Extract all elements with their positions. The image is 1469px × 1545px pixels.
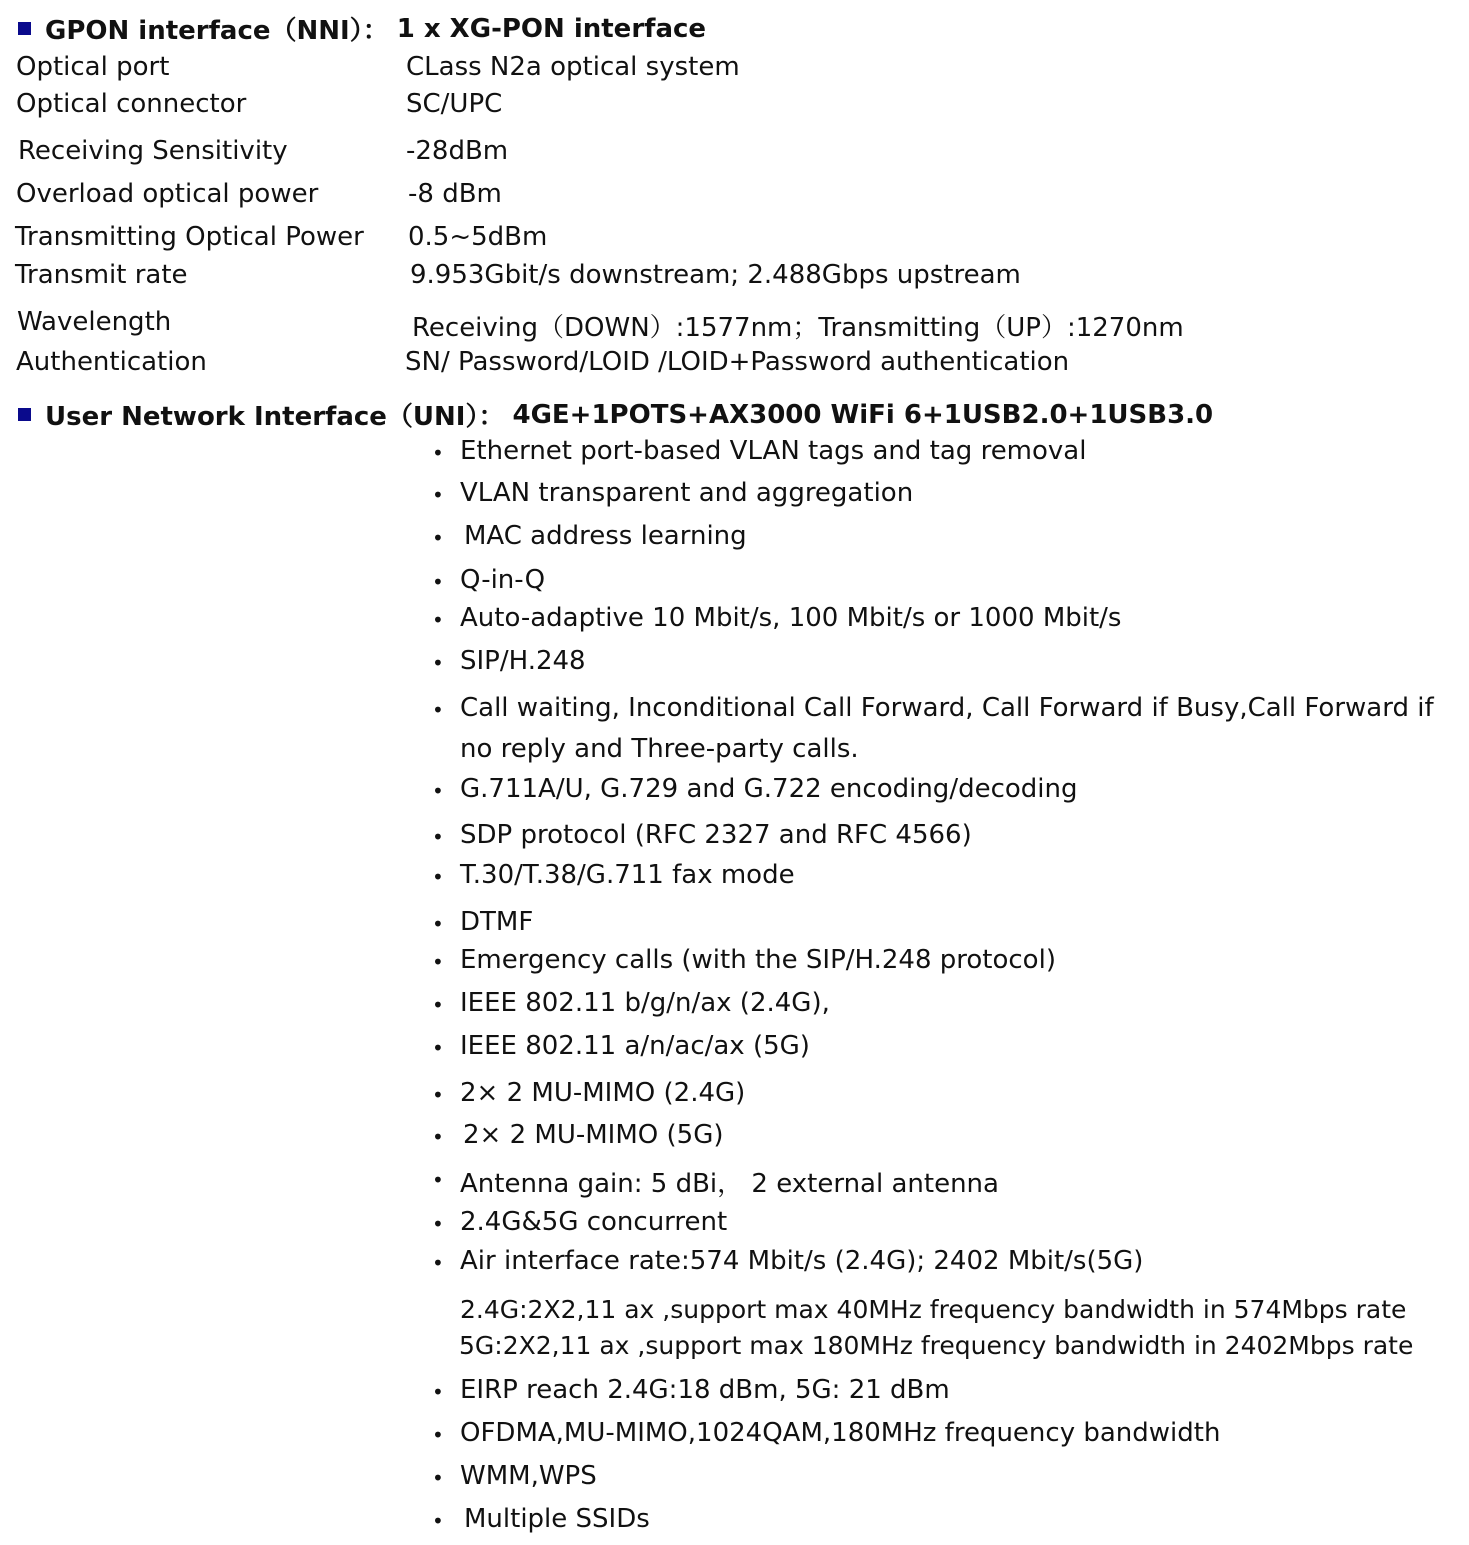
bullet-icon: • xyxy=(432,441,444,465)
bullet-icon: • xyxy=(432,608,444,632)
spec-value-transmit-rate: 9.953Gbit/s downstream; 2.488Gbps upstream xyxy=(410,260,1021,290)
bullet-icon: • xyxy=(432,1466,444,1490)
spec-label-authentication: Authentication xyxy=(16,347,207,377)
bullet-icon: • xyxy=(432,651,444,675)
bullet-icon: • xyxy=(432,1423,444,1447)
bullet-icon: • xyxy=(432,825,444,849)
list-item: • Multiple SSIDs xyxy=(432,1504,650,1538)
bullet-icon: • xyxy=(432,1380,444,1404)
nni-section-header xyxy=(18,10,706,47)
spec-label-tx-power: Transmitting Optical Power xyxy=(15,222,364,252)
bullet-icon: • xyxy=(432,526,444,550)
list-item: • DTMF xyxy=(432,907,533,941)
bullet-icon: • xyxy=(432,993,444,1017)
bullet-icon: • xyxy=(432,1509,444,1533)
spec-label-optical-port: Optical port xyxy=(16,52,170,82)
rate-detail-5g: 5G:2X2,11 ax ,support max 180MHz frequency bandwidth in 2402Mbps rate xyxy=(459,1331,1414,1360)
bullet-icon: • xyxy=(432,1168,444,1192)
list-item: • T.30/T.38/G.711 fax mode xyxy=(432,860,795,894)
uni-section-value: 4GE+1POTS+AX3000 WiFi 6+1USB2.0+1USB3.0 xyxy=(512,399,1214,430)
list-item: • Call waiting, Inconditional Call Forward, Call Forward if Busy,Call Forward if xyxy=(432,693,1434,727)
bullet-icon: • xyxy=(432,865,444,889)
uni-section-header xyxy=(18,396,1213,433)
list-item: • IEEE 802.11 b/g/n/ax (2.4G), xyxy=(432,988,830,1022)
list-item-continuation: no reply and Three-party calls. xyxy=(460,734,859,764)
list-item: • Air interface rate:574 Mbit/s (2.4G); 2402 Mbit/s(5G) xyxy=(432,1246,1143,1280)
bullet-icon: • xyxy=(432,1083,444,1107)
nni-section-title: GPON interface（NNI）： xyxy=(45,16,389,46)
list-item: • Emergency calls (with the SIP/H.248 protocol) xyxy=(432,945,1056,979)
list-item: • 2.4G&5G concurrent xyxy=(432,1207,727,1241)
list-item: • SDP protocol (RFC 2327 and RFC 4566) xyxy=(432,820,972,854)
square-bullet-icon xyxy=(18,22,31,35)
list-item: • Ethernet port-based VLAN tags and tag removal xyxy=(432,436,1086,470)
rate-detail-24g: 2.4G:2X2,11 ax ,support max 40MHz frequency bandwidth in 574Mbps rate xyxy=(460,1295,1407,1324)
spec-value-overload-power: -8 dBm xyxy=(408,179,502,209)
bullet-icon: • xyxy=(432,779,444,803)
list-item: • VLAN transparent and aggregation xyxy=(432,478,913,512)
square-bullet-icon xyxy=(18,408,31,421)
spec-value-tx-power: 0.5~5dBm xyxy=(408,222,548,252)
bullet-icon: • xyxy=(432,483,444,507)
bullet-icon: • xyxy=(432,950,444,974)
list-item: • OFDMA,MU-MIMO,1024QAM,180MHz frequency bandwidth xyxy=(432,1418,1220,1452)
list-item: • 2× 2 MU-MIMO (5G) xyxy=(432,1120,723,1154)
bullet-icon: • xyxy=(432,1036,444,1060)
spec-label-wavelength: Wavelength xyxy=(17,307,172,337)
list-item: • MAC address learning xyxy=(432,521,747,555)
list-item: • SIP/H.248 xyxy=(432,646,586,680)
spec-label-optical-connector: Optical connector xyxy=(16,89,247,119)
bullet-icon: • xyxy=(432,1125,444,1149)
bullet-icon: • xyxy=(432,570,444,594)
list-item: • 2× 2 MU-MIMO (2.4G) xyxy=(432,1078,745,1112)
list-item: • G.711A/U, G.729 and G.722 encoding/decoding xyxy=(432,774,1078,808)
list-item: • Antenna gain: 5 dBi， 2 external antenna xyxy=(432,1163,999,1200)
list-item: • EIRP reach 2.4G:18 dBm, 5G: 21 dBm xyxy=(432,1375,950,1409)
list-item: • IEEE 802.11 a/n/ac/ax (5G) xyxy=(432,1031,810,1065)
list-item: • Q-in-Q xyxy=(432,565,545,599)
spec-label-transmit-rate: Transmit rate xyxy=(15,260,188,290)
spec-value-authentication: SN/ Password/LOID /LOID+Password authentication xyxy=(405,347,1070,377)
list-item: • Auto-adaptive 10 Mbit/s, 100 Mbit/s or 1000 Mbit/s xyxy=(432,603,1121,637)
spec-value-receiving-sensitivity: -28dBm xyxy=(406,136,509,166)
bullet-icon: • xyxy=(432,1212,444,1236)
spec-label-receiving-sensitivity: Receiving Sensitivity xyxy=(18,136,288,166)
bullet-icon: • xyxy=(432,912,444,936)
spec-value-optical-port: CLass N2a optical system xyxy=(406,52,740,82)
spec-label-overload-power: Overload optical power xyxy=(16,179,319,209)
spec-value-wavelength: Receiving（DOWN）:1577nm；Transmitting（UP）:1270nm xyxy=(412,313,1184,343)
spec-value-optical-connector: SC/UPC xyxy=(406,89,503,119)
list-item: • WMM,WPS xyxy=(432,1461,597,1495)
bullet-icon: • xyxy=(432,698,444,722)
nni-section-value: 1 x XG-PON interface xyxy=(396,13,707,44)
bullet-icon: • xyxy=(432,1251,444,1275)
uni-section-title: User Network Interface（UNI）： xyxy=(45,402,505,432)
